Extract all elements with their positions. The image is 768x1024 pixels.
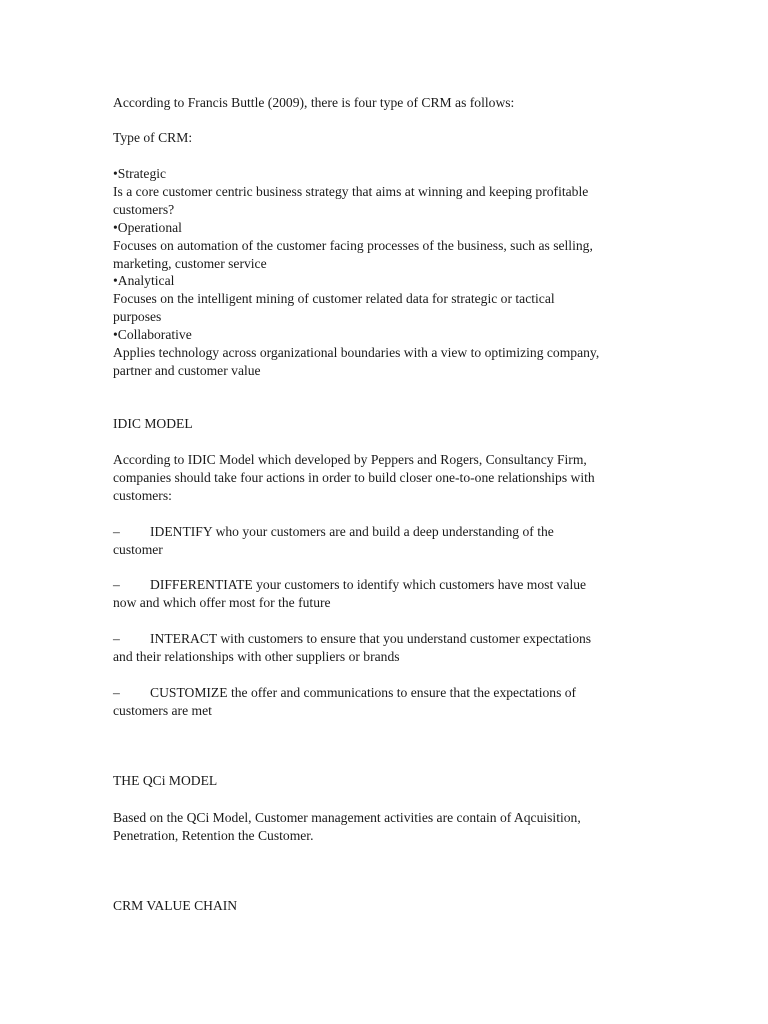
crm-type-analytical-desc-line-2: purposes (113, 309, 162, 324)
type-of-crm-heading: Type of CRM: (113, 130, 193, 145)
idic-action-line-1: DIFFERENTIATE your customers to identify which customers have most value (150, 577, 587, 592)
qci-heading: THE QCi MODEL (113, 773, 218, 788)
idic-action-line-2: customer (113, 542, 163, 557)
idic-action-customize (113, 684, 653, 720)
crm-type-strategic-desc-line-2: customers? (113, 202, 175, 217)
idic-action-line-2: customers are met (113, 703, 212, 718)
crm-type-collaborative-desc-line-2: partner and customer value (113, 363, 261, 378)
idic-intro-line-3: customers: (113, 488, 172, 503)
idic-heading: IDIC MODEL (113, 416, 193, 431)
crm-type-operational-desc-line-2: marketing, customer service (113, 256, 267, 271)
dash-bullet: – (113, 524, 120, 539)
idic-action-line-2: and their relationships with other suppliers or brands (113, 649, 400, 664)
intro-paragraph: According to Francis Buttle (2009), there is four type of CRM as follows: (113, 95, 515, 110)
idic-action-line-2: now and which offer most for the future (113, 595, 331, 610)
crm-type-analytical-desc-line-1: Focuses on the intelligent mining of customer related data for strategic or tactical (113, 291, 555, 306)
crm-type-collaborative-desc-line-1: Applies technology across organizational boundaries with a view to optimizing company, (113, 345, 600, 360)
crm-type-strategic-desc-line-1: Is a core customer centric business strategy that aims at winning and keeping profitable (113, 184, 589, 199)
crm-type-operational-name: •Operational (113, 220, 182, 235)
value-chain-heading: CRM VALUE CHAIN (113, 898, 238, 913)
crm-type-strategic-name: •Strategic (113, 166, 167, 181)
idic-action-line-1: INTERACT with customers to ensure that you understand customer expectations (150, 631, 592, 646)
idic-action-identify (113, 523, 653, 559)
idic-action-interact (113, 630, 653, 666)
qci-line-2: Penetration, Retention the Customer. (113, 828, 314, 843)
crm-type-collaborative-name: •Collaborative (113, 327, 192, 342)
qci-line-1: Based on the QCi Model, Customer management activities are contain of Aqcuisition, (113, 810, 581, 825)
dash-bullet: – (113, 577, 120, 592)
dash-bullet: – (113, 685, 120, 700)
crm-type-operational-desc-line-1: Focuses on automation of the customer facing processes of the business, such as selling, (113, 238, 593, 253)
idic-intro-line-2: companies should take four actions in order to build closer one-to-one relationships with (113, 470, 595, 485)
idic-action-differentiate (113, 576, 653, 612)
idic-intro-line-1: According to IDIC Model which developed by Peppers and Rogers, Consultancy Firm, (113, 452, 587, 467)
idic-action-line-1: CUSTOMIZE the offer and communications to ensure that the expectations of (150, 685, 577, 700)
dash-bullet: – (113, 631, 120, 646)
idic-action-line-1: IDENTIFY who your customers are and build a deep understanding of the (150, 524, 554, 539)
crm-type-analytical-name: •Analytical (113, 273, 175, 288)
